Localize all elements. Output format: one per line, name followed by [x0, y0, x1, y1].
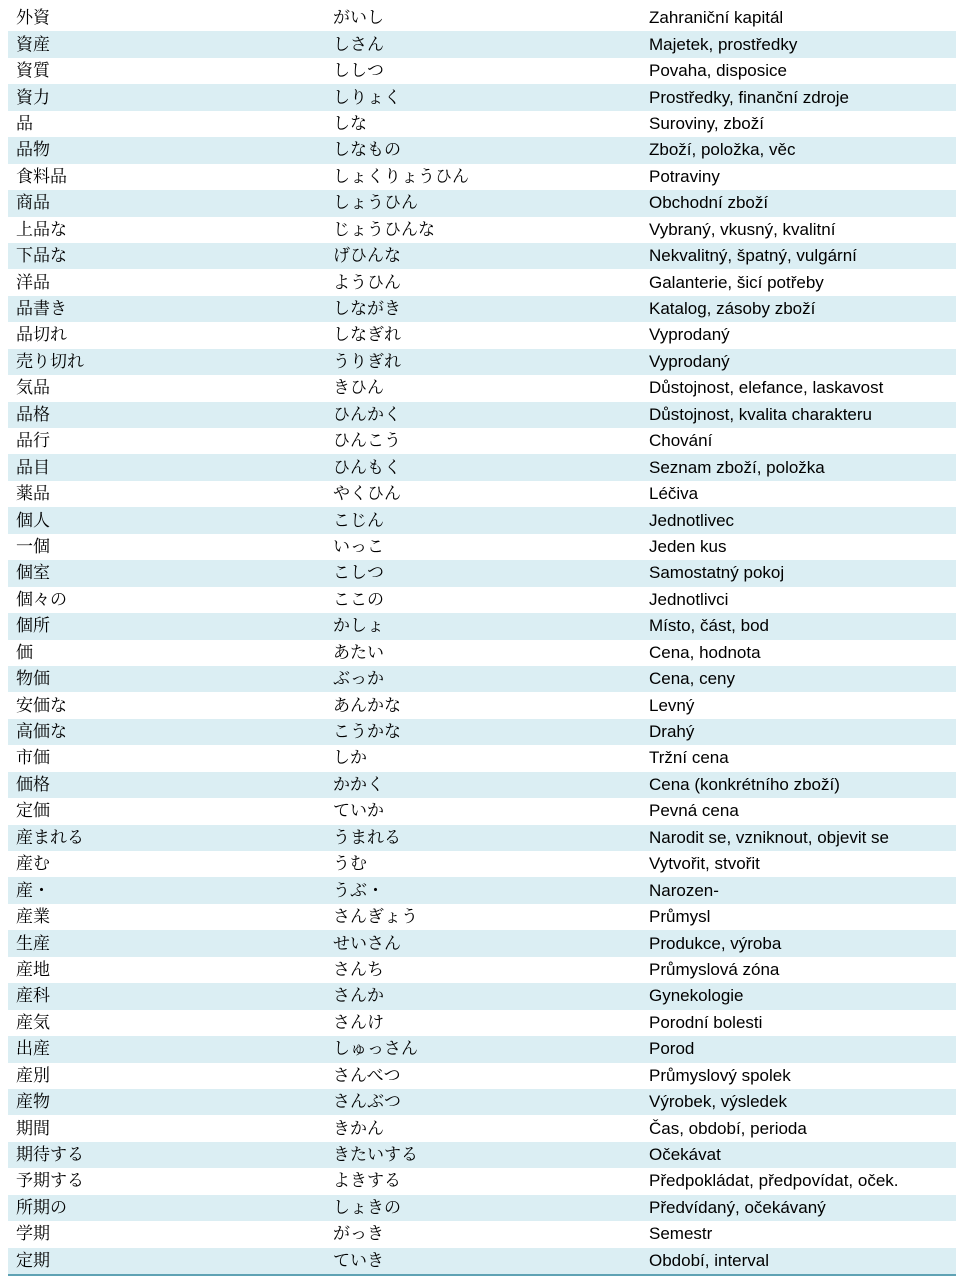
czech-meaning-cell: Levný: [649, 695, 695, 715]
vocabulary-table: [8, 5, 956, 1276]
czech-meaning-cell: Vyprodaný: [641, 349, 956, 375]
table-row: [8, 296, 956, 322]
table-row: [8, 428, 956, 454]
czech-meaning-cell: Předvídaný, očekávaný: [641, 1195, 956, 1221]
czech-meaning-cell: Průmysl: [649, 907, 711, 927]
czech-meaning-cell: Cena (konkrétního zboží): [641, 772, 956, 798]
kana-reading-cell: せいさん: [325, 930, 641, 956]
kanji-cell: 産物: [8, 1089, 325, 1115]
kana-reading-cell: しなぎれ: [333, 325, 401, 346]
kana-reading-cell: さんぶつ: [325, 1089, 641, 1115]
czech-meaning-cell: Samostatný pokoj: [641, 560, 956, 586]
kana-reading-cell: しか: [333, 748, 367, 769]
table-row: [8, 84, 956, 110]
kanji-cell: 市価: [16, 748, 50, 769]
table-row: [8, 269, 956, 295]
czech-meaning-cell: Narodit se, vzniknout, objevit se: [641, 825, 956, 851]
czech-meaning-cell: Semestr: [649, 1224, 713, 1244]
kana-reading-cell: よきする: [333, 1171, 401, 1192]
czech-meaning-cell: Výrobek, výsledek: [641, 1089, 956, 1115]
kanji-cell: 品行: [16, 431, 50, 452]
kana-reading-cell: きたいする: [325, 1142, 641, 1168]
kana-reading-cell: やくひん: [333, 484, 401, 505]
czech-meaning-cell: Jednotlivci: [649, 589, 729, 609]
table-row: [8, 1195, 956, 1221]
kana-reading-cell: ここの: [333, 589, 384, 610]
kanji-cell: 上品な: [16, 219, 67, 240]
table-row: [8, 243, 956, 269]
table-row: [8, 1036, 956, 1062]
kanji-cell: 安価な: [16, 695, 67, 716]
kanji-cell: 高価な: [8, 719, 325, 745]
czech-meaning-cell: Očekávat: [641, 1142, 956, 1168]
kana-reading-cell: しょうひん: [325, 190, 641, 216]
czech-meaning-cell: Suroviny, zboží: [649, 113, 764, 133]
czech-meaning-cell: Zboží, položka, věc: [641, 137, 956, 163]
kanji-cell: 定期: [8, 1248, 325, 1275]
table-row: [8, 349, 956, 375]
czech-meaning-cell: Katalog, zásoby zboží: [641, 296, 956, 322]
kanji-cell: 資質: [16, 61, 50, 82]
kanji-cell: 価: [16, 642, 33, 663]
czech-meaning-cell: Vyprodaný: [649, 325, 730, 345]
kana-reading-cell: がっき: [333, 1224, 384, 1245]
kana-reading-cell: さんち: [333, 959, 384, 980]
kana-reading-cell: こしつ: [325, 560, 641, 586]
table-row: [8, 1142, 956, 1168]
table-row: [8, 798, 956, 824]
czech-meaning-cell: Důstojnost, kvalita charakteru: [641, 402, 956, 428]
kanji-cell: 予期する: [16, 1171, 84, 1192]
czech-meaning-cell: Období, interval: [641, 1248, 956, 1275]
czech-meaning-cell: Cena, ceny: [641, 666, 956, 692]
kanji-cell: 出産: [8, 1036, 325, 1062]
table-row: [8, 904, 956, 930]
kana-reading-cell: さんか: [325, 983, 641, 1009]
kanji-cell: 生産: [8, 930, 325, 956]
czech-meaning-cell: Seznam zboží, položka: [641, 454, 956, 480]
kanji-cell: 品目: [8, 454, 325, 480]
czech-meaning-cell: Povaha, disposice: [649, 61, 787, 81]
kanji-cell: 薬品: [16, 484, 50, 505]
kanji-cell: 洋品: [16, 272, 50, 293]
kanji-cell: 所期の: [8, 1195, 325, 1221]
czech-meaning-cell: Prostředky, finanční zdroje: [641, 84, 956, 110]
czech-meaning-cell: Porodní bolesti: [649, 1012, 763, 1032]
kanji-cell: 商品: [8, 190, 325, 216]
kanji-cell: 品物: [8, 137, 325, 163]
kana-reading-cell: しなもの: [325, 137, 641, 163]
czech-meaning-cell: Porod: [641, 1036, 956, 1062]
kana-reading-cell: きかん: [333, 1118, 384, 1139]
czech-meaning-cell: Chování: [649, 431, 713, 451]
kanji-cell: 個人: [8, 507, 325, 533]
kanji-cell: 品: [16, 113, 33, 134]
table-row: [8, 5, 956, 31]
table-row: [8, 1248, 956, 1275]
kana-reading-cell: しゅっさん: [325, 1036, 641, 1062]
kana-reading-cell: こうかな: [325, 719, 641, 745]
vocabulary-sheet: [8, 5, 956, 1276]
kana-reading-cell: ようひん: [333, 272, 401, 293]
czech-meaning-cell: Předpokládat, předpovídat, oček.: [649, 1171, 899, 1191]
table-row: [8, 1115, 956, 1141]
table-row: [8, 534, 956, 560]
table-row: [8, 111, 956, 137]
vocabulary-table-body: [8, 5, 956, 1275]
kanji-cell: 個々の: [16, 589, 67, 610]
table-row: [8, 957, 956, 983]
table-row: [8, 454, 956, 480]
kana-reading-cell: げひんな: [325, 243, 641, 269]
czech-meaning-cell: Tržní cena: [649, 748, 729, 768]
table-row: [8, 745, 956, 771]
czech-meaning-cell: Galanterie, šicí potřeby: [649, 272, 824, 292]
kana-reading-cell: しさん: [325, 31, 641, 57]
table-row: [8, 877, 956, 903]
czech-meaning-cell: Cena, hodnota: [649, 642, 761, 662]
table-row: [8, 31, 956, 57]
kanji-cell: 下品な: [8, 243, 325, 269]
kanji-cell: 一個: [16, 536, 50, 557]
table-row: [8, 190, 956, 216]
table-row: [8, 58, 956, 84]
kanji-cell: 価格: [8, 772, 325, 798]
kana-reading-cell: しりょく: [325, 84, 641, 110]
czech-meaning-cell: Narozen-: [641, 877, 956, 903]
table-row: [8, 507, 956, 533]
table-row: [8, 772, 956, 798]
kana-reading-cell: ていか: [333, 801, 384, 822]
table-row: [8, 613, 956, 639]
kanji-cell: 定価: [16, 801, 50, 822]
kana-reading-cell: さんぎょう: [333, 907, 418, 928]
kana-reading-cell: ぶっか: [325, 666, 641, 692]
kana-reading-cell: しょくりょうひん: [333, 166, 469, 187]
czech-meaning-cell: Důstojnost, elefance, laskavost: [649, 378, 884, 398]
czech-meaning-cell: Nekvalitný, špatný, vulgární: [641, 243, 956, 269]
kanji-cell: 産科: [8, 983, 325, 1009]
czech-meaning-cell: Vybraný, vkusný, kvalitní: [649, 219, 836, 239]
czech-meaning-cell: Jeden kus: [649, 536, 727, 556]
kana-reading-cell: じょうひんな: [333, 219, 435, 240]
kanji-cell: 産まれる: [8, 825, 325, 851]
kana-reading-cell: こじん: [325, 507, 641, 533]
table-row: [8, 322, 956, 348]
kana-reading-cell: ていき: [325, 1248, 641, 1275]
kanji-cell: 期待する: [8, 1142, 325, 1168]
kana-reading-cell: しょきの: [325, 1195, 641, 1221]
table-row: [8, 164, 956, 190]
kana-reading-cell: ひんこう: [333, 431, 401, 452]
table-row: [8, 481, 956, 507]
kanji-cell: 品切れ: [16, 325, 67, 346]
table-row: [8, 402, 956, 428]
table-row: [8, 719, 956, 745]
kanji-cell: 産業: [16, 907, 50, 928]
kanji-cell: 外資: [16, 8, 50, 29]
table-row: [8, 692, 956, 718]
table-row: [8, 666, 956, 692]
czech-meaning-cell: Pevná cena: [649, 801, 739, 821]
kanji-cell: 物価: [8, 666, 325, 692]
czech-meaning-cell: Obchodní zboží: [641, 190, 956, 216]
kana-reading-cell: あんかな: [333, 695, 401, 716]
table-row: [8, 217, 956, 243]
kana-reading-cell: きひん: [333, 378, 384, 399]
kanji-cell: 学期: [16, 1224, 50, 1245]
table-row: [8, 587, 956, 613]
kana-reading-cell: さんべつ: [333, 1065, 401, 1086]
kanji-cell: 産む: [16, 854, 50, 875]
kana-reading-cell: あたい: [333, 642, 384, 663]
kana-reading-cell: うりぎれ: [325, 349, 641, 375]
kanji-cell: 資力: [8, 84, 325, 110]
kana-reading-cell: いっこ: [333, 536, 384, 557]
czech-meaning-cell: Gynekologie: [641, 983, 956, 1009]
table-row: [8, 137, 956, 163]
kana-reading-cell: さんけ: [333, 1012, 384, 1033]
czech-meaning-cell: Čas, období, perioda: [649, 1118, 807, 1138]
czech-meaning-cell: Produkce, výroba: [641, 930, 956, 956]
kana-reading-cell: がいし: [333, 8, 384, 29]
kanji-cell: 産気: [16, 1012, 50, 1033]
table-row: [8, 1168, 956, 1194]
czech-meaning-cell: Zahraniční kapitál: [649, 8, 784, 28]
kanji-cell: 品書き: [8, 296, 325, 322]
table-row: [8, 640, 956, 666]
table-row: [8, 560, 956, 586]
kanji-cell: 産・: [8, 877, 325, 903]
kanji-cell: 個所: [8, 613, 325, 639]
kanji-cell: 売り切れ: [8, 349, 325, 375]
kanji-cell: 期間: [16, 1118, 50, 1139]
czech-meaning-cell: Majetek, prostředky: [641, 31, 956, 57]
kana-reading-cell: うむ: [333, 854, 367, 875]
kana-reading-cell: うまれる: [325, 825, 641, 851]
czech-meaning-cell: Jednotlivec: [641, 507, 956, 533]
czech-meaning-cell: Průmyslový spolek: [649, 1065, 791, 1085]
table-row: [8, 983, 956, 1009]
czech-meaning-cell: Vytvořit, stvořit: [649, 854, 760, 874]
table-row: [8, 1221, 956, 1247]
kana-reading-cell: しながき: [325, 296, 641, 322]
kanji-cell: 個室: [8, 560, 325, 586]
czech-meaning-cell: Místo, část, bod: [641, 613, 956, 639]
table-row: [8, 1010, 956, 1036]
table-row: [8, 1063, 956, 1089]
kanji-cell: 資産: [8, 31, 325, 57]
kana-reading-cell: かしょ: [325, 613, 641, 639]
table-row: [8, 930, 956, 956]
kana-reading-cell: かかく: [325, 772, 641, 798]
kanji-cell: 品格: [8, 402, 325, 428]
table-row: [8, 1089, 956, 1115]
czech-meaning-cell: Potraviny: [649, 166, 720, 186]
table-row: [8, 825, 956, 851]
kanji-cell: 気品: [16, 378, 50, 399]
czech-meaning-cell: Léčiva: [649, 484, 699, 504]
table-row: [8, 851, 956, 877]
kana-reading-cell: ししつ: [333, 61, 384, 82]
kanji-cell: 食料品: [16, 166, 67, 187]
kanji-cell: 産別: [16, 1065, 50, 1086]
czech-meaning-cell: Průmyslová zóna: [649, 959, 780, 979]
kana-reading-cell: うぶ・: [325, 877, 641, 903]
table-row: [8, 375, 956, 401]
kana-reading-cell: しな: [333, 113, 367, 134]
kanji-cell: 産地: [16, 959, 50, 980]
czech-meaning-cell: Drahý: [641, 719, 956, 745]
kana-reading-cell: ひんかく: [325, 402, 641, 428]
kana-reading-cell: ひんもく: [325, 454, 641, 480]
